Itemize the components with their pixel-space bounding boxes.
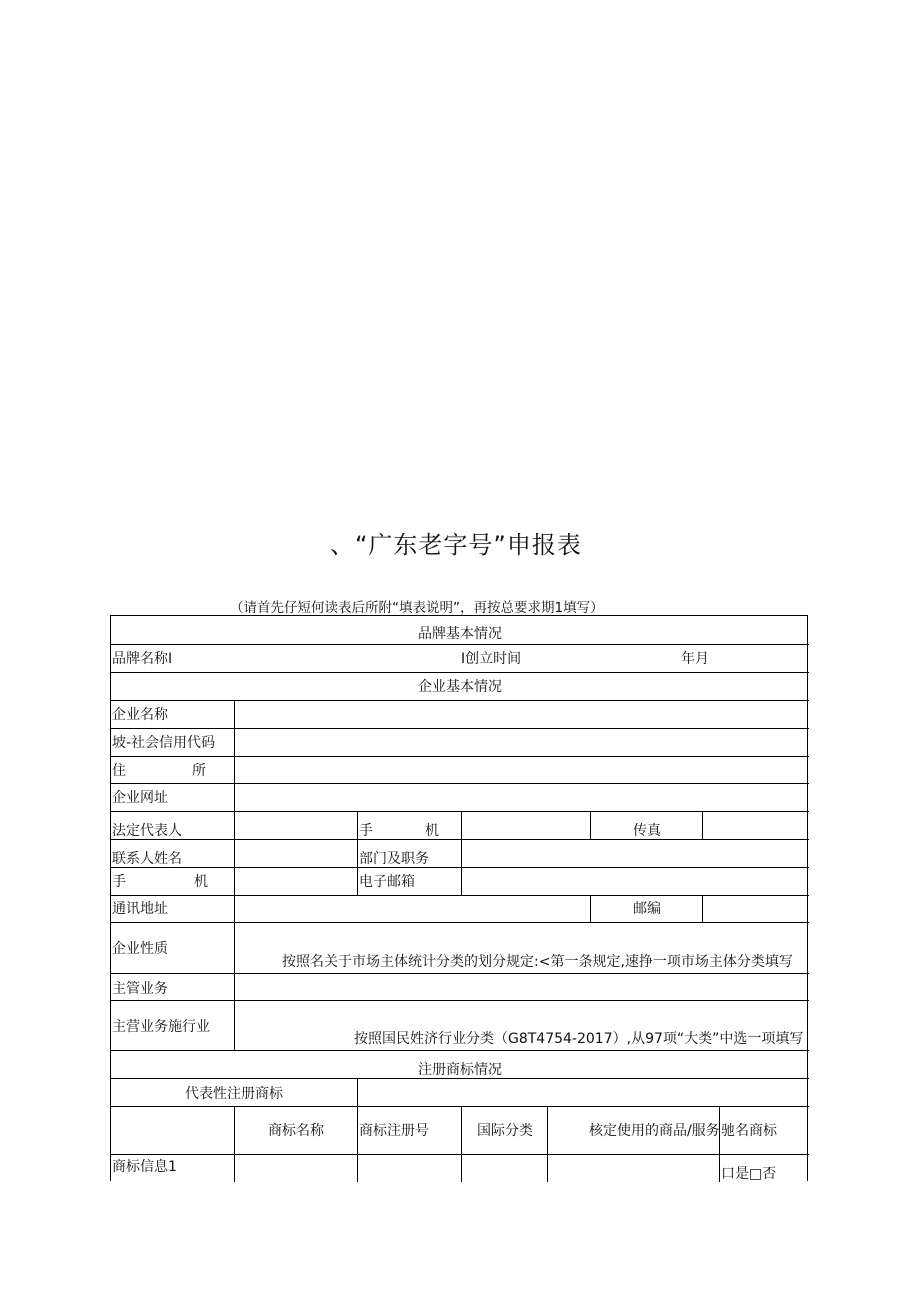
founded-time-label: I创立时间 xyxy=(461,651,522,667)
company-section-heading: 企业基本情况 xyxy=(418,679,502,695)
header-famous-trademark: 驰名商标 xyxy=(721,1123,777,1139)
application-form-table xyxy=(110,615,808,1181)
company-nature-hint: 按照名关于市场主体统计分类的划分规定:<第一条规定,速挣一项市场主体分类填写 xyxy=(282,954,793,970)
credit-code-label: 坡-社会信用代码 xyxy=(112,735,216,751)
header-international-class: 国际分类 xyxy=(477,1123,533,1139)
dept-position-label: 部门及职务 xyxy=(359,851,429,867)
year-month-label: 年月 xyxy=(681,651,709,667)
header-goods-services: 核定使用的商品/服务 xyxy=(589,1123,720,1139)
representative-trademark-label: 代表性注册商标 xyxy=(185,1086,283,1102)
fill-instructions-note: （请首先仔短何读表后所附“填表说明”，再按总要求期1填写） xyxy=(230,600,604,616)
brand-section-heading: 品牌基本情况 xyxy=(418,626,502,642)
company-nature-label: 企业性质 xyxy=(112,941,168,957)
contact-name-label: 联系人姓名 xyxy=(112,851,182,867)
legal-rep-label: 法定代表人 xyxy=(112,823,182,839)
form-title: 、“广东老字号”申报表 xyxy=(330,531,582,559)
contact-mobile-label-part1: 手 xyxy=(112,874,126,890)
email-label: 电子邮箱 xyxy=(359,874,415,890)
mailing-address-label: 通讯地址 xyxy=(112,901,168,917)
famous-trademark-checkbox[interactable]: 口是□否 xyxy=(721,1166,777,1182)
header-registration-number: 商标注册号 xyxy=(359,1123,429,1139)
mobile-label-part1: 手 xyxy=(359,823,373,839)
mobile-label-part2: 机 xyxy=(425,823,439,839)
industry-label: 主营业务施行业 xyxy=(112,1019,210,1035)
website-label: 企业网址 xyxy=(112,790,168,806)
postcode-label: 邮编 xyxy=(633,901,661,917)
contact-mobile-label-part2: 机 xyxy=(194,874,208,890)
address-label-part2: 所 xyxy=(192,763,206,779)
main-business-label: 主管业务 xyxy=(112,981,168,997)
brand-name-label: 品牌名称I xyxy=(112,651,173,667)
industry-hint: 按照国民姓济行业分类（G8T4754-2017）,从97项“大类”中选一项填写 xyxy=(354,1031,804,1047)
fax-label: 传真 xyxy=(633,823,661,839)
header-trademark-name: 商标名称 xyxy=(268,1123,324,1139)
trademark-info-1-label: 商标信息1 xyxy=(112,1159,177,1175)
company-name-label: 企业名称 xyxy=(112,707,168,723)
address-label-part1: 住 xyxy=(112,763,126,779)
trademark-section-heading: 注册商标情况 xyxy=(418,1062,502,1078)
